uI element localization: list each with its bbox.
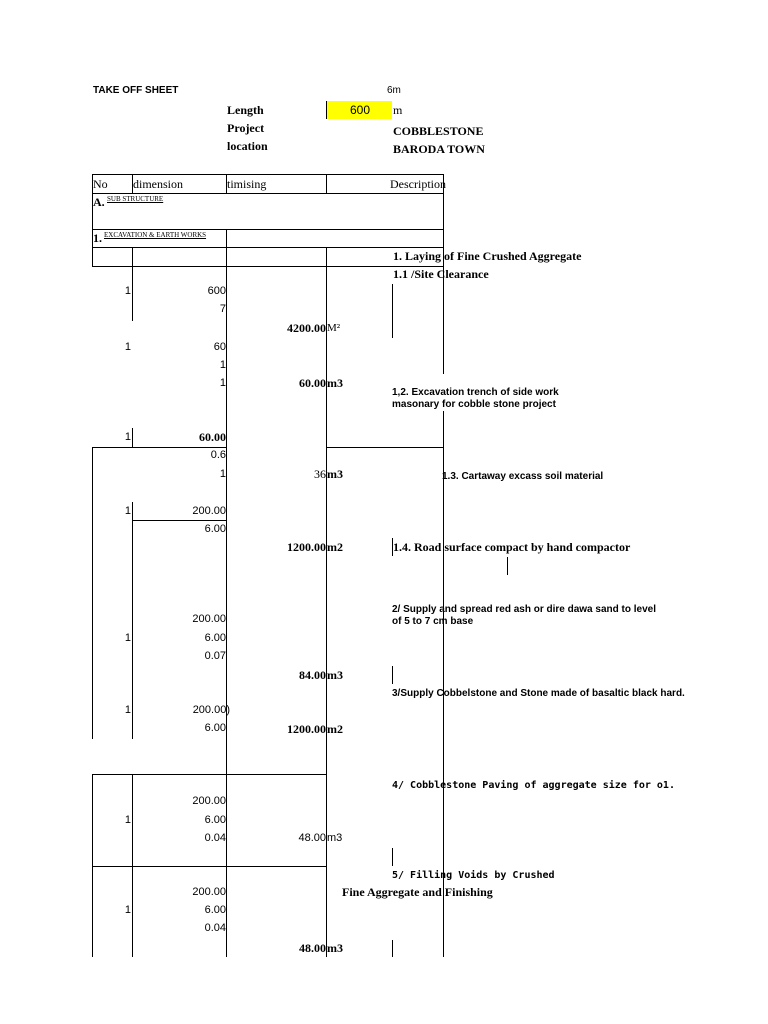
desc-5b: Fine Aggregate and Finishing xyxy=(342,885,493,899)
grid-line xyxy=(226,229,227,247)
r2-dim2: 1 xyxy=(219,359,226,371)
cell-marker xyxy=(392,666,393,684)
r6-no: 1 xyxy=(124,704,131,716)
length-unit: m xyxy=(393,103,403,117)
r4-no: 1 xyxy=(124,505,131,517)
grid-line xyxy=(92,866,327,867)
r5-dim3: 0.07 xyxy=(204,650,226,662)
desc-3: 3/Supply Cobbelstone and Stone made of basaltic black hard. xyxy=(392,688,685,699)
cell-marker xyxy=(392,284,393,320)
r5-no: 1 xyxy=(124,632,131,644)
r7-dim3: 0.04 xyxy=(204,832,226,844)
length-cell-border xyxy=(326,101,327,119)
column-description: Description xyxy=(390,177,446,191)
desc-1-1: 1.1 /Site Clearance xyxy=(393,267,489,281)
desc-2b: of 5 to 7 cm base xyxy=(392,616,474,627)
location-value: BARODA TOWN xyxy=(393,142,485,156)
r7-unit: m3 xyxy=(327,832,343,844)
desc-1-4: 1.4. Road surface compact by hand compactor xyxy=(393,540,631,554)
grid-line xyxy=(92,174,444,175)
r2-unit: m3 xyxy=(327,376,343,390)
grid-line xyxy=(92,266,444,267)
r1-dim1: 600 xyxy=(207,285,226,297)
grid-line xyxy=(92,447,93,739)
column-dimension: dimension xyxy=(133,177,183,191)
desc-1-2a: 1,2. Excavation trench of side work xyxy=(392,387,559,398)
grid-line xyxy=(132,774,133,957)
r5-dim2: 6.00 xyxy=(204,632,226,644)
desc-2a: 2/ Supply and spread red ash or dire dawa sand to level xyxy=(392,604,656,615)
grid-line xyxy=(132,428,133,447)
project-value: COBBLESTONE xyxy=(393,124,484,138)
r4-unit: m2 xyxy=(327,540,343,554)
r3-dim2: 0.6 xyxy=(210,449,226,461)
grid-line xyxy=(226,247,227,957)
grid-line xyxy=(326,247,327,957)
cell-marker xyxy=(507,557,508,575)
grid-line xyxy=(327,447,444,448)
r1-total: 4200.00 xyxy=(287,321,326,335)
length-label: Length xyxy=(227,103,264,117)
desc-1: 1. Laying of Fine Crushed Aggregate xyxy=(393,249,582,263)
grid-line xyxy=(92,247,444,248)
r8-no: 1 xyxy=(124,904,131,916)
section-1-title: EXCAVATION & EARTH WORKS xyxy=(104,231,207,239)
grid-line xyxy=(92,447,227,448)
r4-total: 1200.00 xyxy=(287,540,326,554)
location-label: location xyxy=(227,139,268,153)
desc-4: 4/ Cobblestone Paving of aggregate size for o1. xyxy=(392,780,675,791)
r1-dim2: 7 xyxy=(219,303,226,315)
r8-dim1: 200.00 xyxy=(192,886,226,898)
r6-unit: m2 xyxy=(327,722,343,736)
column-no: No xyxy=(93,177,108,191)
r2-total: 60.00 xyxy=(299,376,326,390)
grid-line xyxy=(92,193,444,194)
r3-no: 1 xyxy=(124,431,131,443)
r5-unit: m3 xyxy=(327,668,343,682)
length-value: 600 xyxy=(350,103,371,117)
r1-no: 1 xyxy=(124,285,131,297)
column-timising: timising xyxy=(227,177,267,191)
r7-dim1: 200.00 xyxy=(192,795,226,807)
cell-marker xyxy=(392,940,393,957)
r3-dim1: 60.00 xyxy=(199,430,226,444)
grid-line xyxy=(92,774,327,775)
r3-total: 36 xyxy=(314,467,326,481)
r8-unit: m3 xyxy=(327,941,343,955)
r5-total: 84.00 xyxy=(299,668,326,682)
grid-line xyxy=(132,502,133,739)
grid-line xyxy=(132,247,133,321)
grid-line xyxy=(92,774,93,957)
grid-line xyxy=(326,174,327,193)
project-label: Project xyxy=(227,121,265,135)
r8-total: 48.00 xyxy=(299,941,326,955)
section-1-letter: 1. xyxy=(93,231,102,245)
cell-marker xyxy=(392,320,393,338)
sheet-title: TAKE OFF SHEET xyxy=(93,85,179,96)
r7-total: 48.00 xyxy=(298,832,326,844)
desc-5a: 5/ Filling Voids by Crushed xyxy=(392,870,555,881)
grid-line xyxy=(92,229,444,230)
r1-unit: M² xyxy=(327,322,341,334)
section-a-title: SUB STRUCTURE xyxy=(107,195,164,203)
r4-dim2: 6.00 xyxy=(204,523,226,535)
section-a-letter: A. xyxy=(93,195,105,209)
r2-dim3: 1 xyxy=(219,377,226,389)
r3-unit: m3 xyxy=(327,467,343,481)
r4-dim1: 200.00 xyxy=(192,505,226,517)
r3-dim3: 1 xyxy=(219,468,226,480)
width-note: 6m xyxy=(387,85,401,96)
desc-1-3: 1.3. Cartaway excass soil material xyxy=(442,471,604,482)
r6-dim2: 6.00 xyxy=(204,722,226,734)
cell-marker xyxy=(392,848,393,866)
r7-no: 1 xyxy=(124,814,131,826)
r8-dim2: 6.00 xyxy=(204,904,226,916)
r2-no: 1 xyxy=(124,341,131,353)
grid-line xyxy=(132,520,227,521)
grid-line xyxy=(443,266,444,374)
r6-dim1: 200.00) xyxy=(192,704,230,716)
r8-dim3: 0.04 xyxy=(204,922,226,934)
desc-1-2b: masonary for cobble stone project xyxy=(392,399,556,410)
r2-dim1: 60 xyxy=(213,341,226,353)
r6-total: 1200.00 xyxy=(287,722,326,736)
r7-dim2: 6.00 xyxy=(204,814,226,826)
r5-dim1: 200.00 xyxy=(192,613,226,625)
